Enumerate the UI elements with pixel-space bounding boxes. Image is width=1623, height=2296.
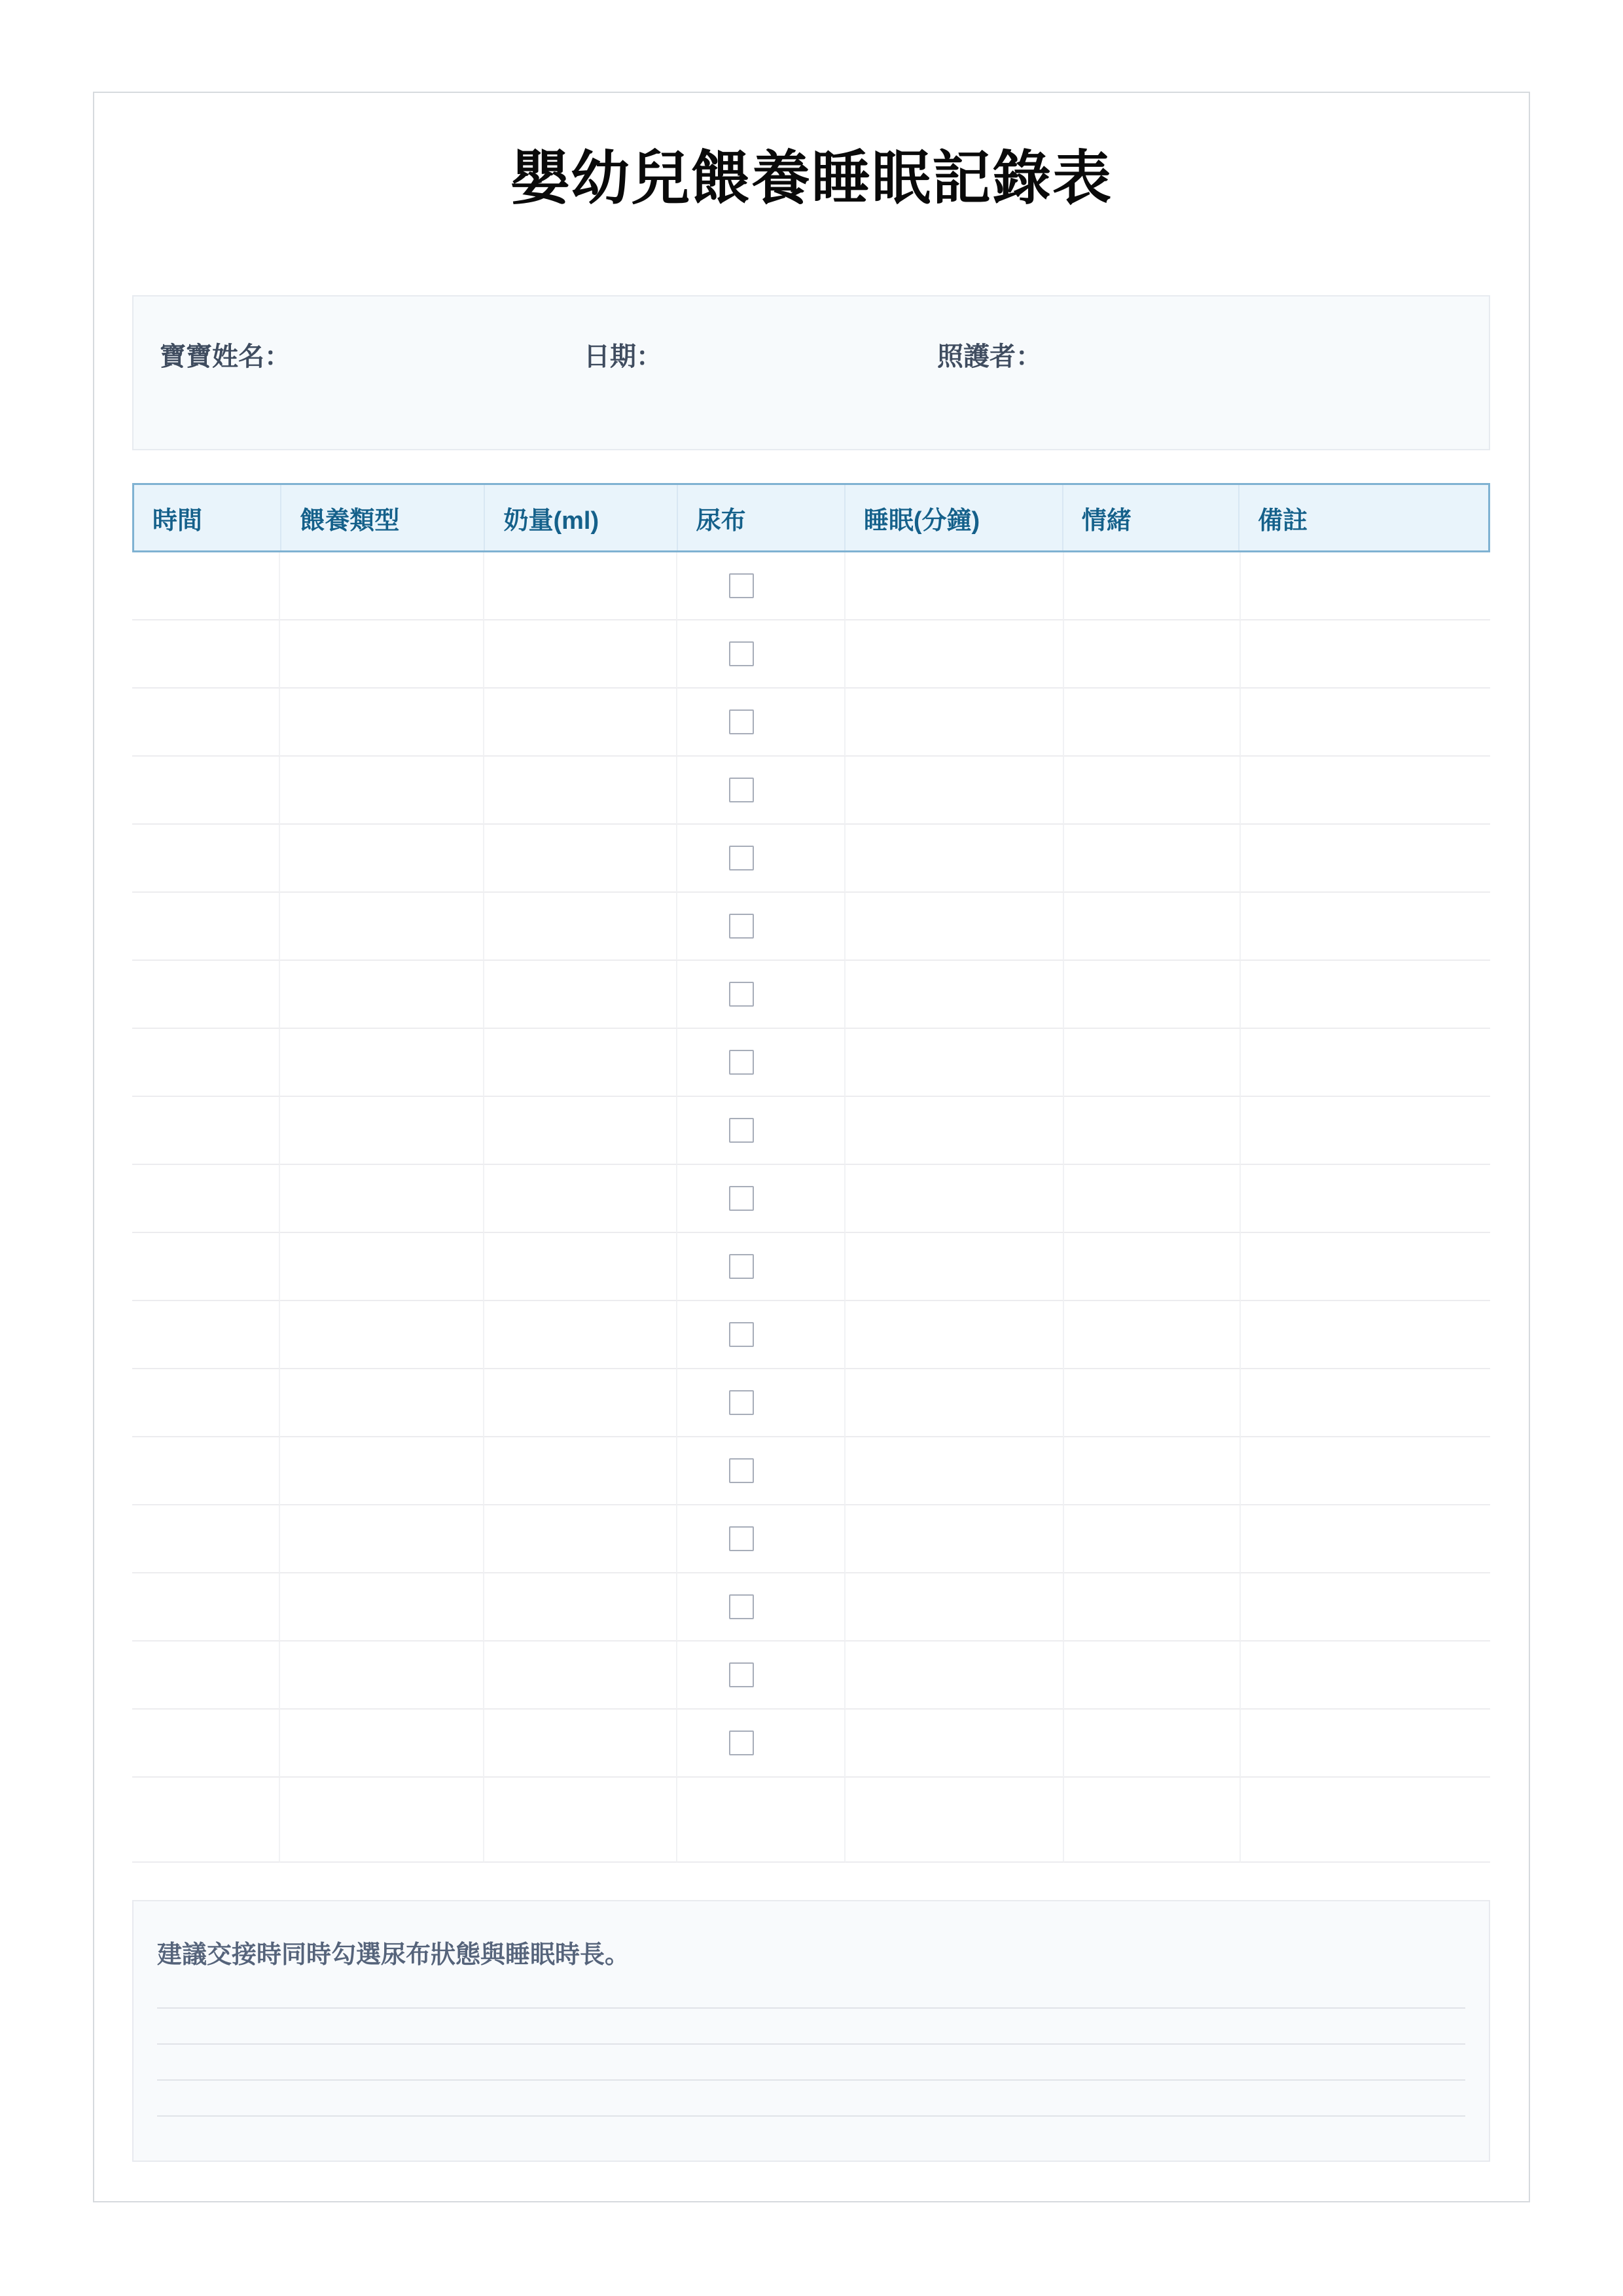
cell-feeding-type [280,961,484,1029]
cell-milk-amount [484,825,677,893]
cell-notes [1241,1778,1490,1863]
cell-time [132,1233,280,1301]
cell-notes [1241,893,1490,961]
notes-box [132,1900,1490,2162]
cell-notes [1241,689,1490,757]
cell-diaper [677,689,846,757]
cell-mood [1064,1505,1241,1573]
cell-notes [1241,1641,1490,1710]
cell-milk-amount [484,1641,677,1710]
cell-mood [1064,1437,1241,1505]
cell-milk-amount [484,1165,677,1233]
cell-mood [1064,1641,1241,1710]
cell-time [132,1641,280,1710]
cell-time [132,689,280,757]
write-in-line [157,2115,1465,2117]
cell-sleep-minutes [846,1505,1064,1573]
table-row [132,1505,1490,1573]
diaper-checkbox[interactable] [729,1526,754,1551]
cell-mood [1064,893,1241,961]
table-row [132,1778,1490,1863]
cell-sleep-minutes [846,893,1064,961]
cell-time [132,961,280,1029]
cell-feeding-type [280,1778,484,1863]
cell-diaper [677,1165,846,1233]
cell-feeding-type [280,1573,484,1641]
cell-diaper [677,1437,846,1505]
cell-milk-amount [484,1029,677,1097]
form-page-card [93,92,1530,2202]
header-feeding-type: 餵養類型 [281,485,485,550]
cell-sleep-minutes [846,1301,1064,1369]
cell-time [132,1369,280,1437]
table-row [132,1029,1490,1097]
table-header-row [132,483,1490,552]
cell-notes [1241,757,1490,825]
cell-feeding-type [280,1097,484,1165]
diaper-checkbox[interactable] [729,982,754,1007]
cell-feeding-type [280,1165,484,1233]
cell-time [132,1505,280,1573]
cell-time [132,893,280,961]
table-row [132,893,1490,961]
cell-milk-amount [484,1710,677,1778]
diaper-checkbox[interactable] [729,778,754,802]
cell-time [132,1573,280,1641]
info-bar [132,295,1490,450]
cell-diaper [677,1369,846,1437]
diaper-checkbox[interactable] [729,1662,754,1687]
cell-mood [1064,689,1241,757]
diaper-checkbox[interactable] [729,1594,754,1619]
cell-time [132,1165,280,1233]
cell-diaper [677,1573,846,1641]
cell-milk-amount [484,961,677,1029]
cell-time [132,757,280,825]
cell-diaper [677,1029,846,1097]
diaper-checkbox[interactable] [729,573,754,598]
cell-milk-amount [484,1301,677,1369]
diaper-checkbox[interactable] [729,1322,754,1347]
table-row [132,1437,1490,1505]
cell-milk-amount [484,1369,677,1437]
table-row [132,1641,1490,1710]
cell-time [132,1097,280,1165]
table-row [132,757,1490,825]
cell-sleep-minutes [846,620,1064,689]
cell-time [132,1029,280,1097]
cell-feeding-type [280,1710,484,1778]
table-row [132,1301,1490,1369]
cell-mood [1064,1710,1241,1778]
diaper-checkbox[interactable] [729,1731,754,1755]
diaper-checkbox[interactable] [729,1254,754,1279]
cell-diaper [677,1097,846,1165]
cell-feeding-type [280,825,484,893]
cell-feeding-type [280,689,484,757]
diaper-checkbox[interactable] [729,1186,754,1211]
cell-feeding-type [280,893,484,961]
header-sleep-minutes: 睡眠(分鐘) [846,485,1063,550]
write-in-line [157,2043,1465,2045]
cell-time [132,552,280,620]
header-time: 時間 [134,485,281,550]
write-in-lines [157,2007,1465,2117]
table-row [132,1165,1490,1233]
table-row [132,552,1490,620]
write-in-line [157,2007,1465,2009]
cell-diaper [677,1301,846,1369]
table-body [132,552,1490,1863]
cell-sleep-minutes [846,689,1064,757]
cell-mood [1064,620,1241,689]
cell-diaper [677,1641,846,1710]
cell-diaper [677,893,846,961]
table-row [132,689,1490,757]
cell-time [132,1778,280,1863]
cell-mood [1064,1165,1241,1233]
cell-milk-amount [484,1778,677,1863]
cell-milk-amount [484,757,677,825]
cell-diaper [677,1778,846,1863]
diaper-checkbox[interactable] [729,914,754,939]
cell-feeding-type [280,1233,484,1301]
cell-mood [1064,1778,1241,1863]
cell-mood [1064,1369,1241,1437]
cell-milk-amount [484,620,677,689]
cell-mood [1064,825,1241,893]
header-mood: 情緒 [1063,485,1240,550]
cell-sleep-minutes [846,757,1064,825]
cell-time [132,1301,280,1369]
cell-sleep-minutes [846,825,1064,893]
diaper-checkbox[interactable] [729,1390,754,1415]
cell-mood [1064,1097,1241,1165]
cell-time [132,620,280,689]
cell-diaper [677,1233,846,1301]
cell-sleep-minutes [846,1710,1064,1778]
cell-mood [1064,1233,1241,1301]
cell-sleep-minutes [846,1778,1064,1863]
cell-feeding-type [280,757,484,825]
cell-sleep-minutes [846,961,1064,1029]
cell-sleep-minutes [846,1233,1064,1301]
cell-milk-amount [484,1233,677,1301]
cell-feeding-type [280,1301,484,1369]
cell-time [132,825,280,893]
date-label: 日期： [584,342,662,371]
cell-notes [1241,1165,1490,1233]
cell-milk-amount [484,689,677,757]
cell-sleep-minutes [846,1641,1064,1710]
handover-note: 建議交接時同時勾選尿布狀態與睡眠時長。 [157,1941,630,1969]
cell-notes [1241,552,1490,620]
table-row [132,1369,1490,1437]
cell-mood [1064,1029,1241,1097]
cell-sleep-minutes [846,1029,1064,1097]
record-table [132,483,1490,1863]
cell-milk-amount [484,1573,677,1641]
table-row [132,825,1490,893]
cell-notes [1241,1573,1490,1641]
cell-mood [1064,1301,1241,1369]
cell-feeding-type [280,1029,484,1097]
cell-notes [1241,1505,1490,1573]
cell-mood [1064,1573,1241,1641]
cell-notes [1241,1029,1490,1097]
diaper-checkbox[interactable] [729,709,754,734]
cell-sleep-minutes [846,1369,1064,1437]
cell-feeding-type [280,1505,484,1573]
cell-feeding-type [280,552,484,620]
cell-mood [1064,552,1241,620]
cell-sleep-minutes [846,1165,1064,1233]
cell-notes [1241,961,1490,1029]
table-row [132,1710,1490,1778]
diaper-checkbox[interactable] [729,1458,754,1483]
header-diaper: 尿布 [678,485,846,550]
cell-time [132,1710,280,1778]
cell-sleep-minutes [846,1573,1064,1641]
cell-diaper [677,1505,846,1573]
table-row [132,620,1490,689]
diaper-checkbox[interactable] [729,1118,754,1143]
cell-feeding-type [280,620,484,689]
cell-notes [1241,1233,1490,1301]
cell-feeding-type [280,1437,484,1505]
cell-notes [1241,620,1490,689]
table-row [132,1097,1490,1165]
table-row [132,961,1490,1029]
cell-milk-amount [484,552,677,620]
cell-sleep-minutes [846,1097,1064,1165]
header-notes: 備註 [1258,507,1308,535]
cell-sleep-minutes [846,1437,1064,1505]
cell-notes [1241,1097,1490,1165]
table-row [132,1573,1490,1641]
cell-notes [1241,1369,1490,1437]
cell-feeding-type [280,1641,484,1710]
cell-notes [1241,1710,1490,1778]
cell-milk-amount [484,1437,677,1505]
caregiver-label: 照護者： [937,342,1042,371]
cell-notes [1241,1437,1490,1505]
form-title: 嬰幼兒餵養睡眠記錄表 [510,146,1113,211]
cell-diaper [677,552,846,620]
cell-diaper [677,1710,846,1778]
cell-milk-amount [484,893,677,961]
cell-mood [1064,757,1241,825]
cell-diaper [677,757,846,825]
diaper-checkbox[interactable] [729,641,754,666]
baby-name-label: 寶寶姓名： [160,342,291,371]
cell-diaper [677,620,846,689]
cell-mood [1064,961,1241,1029]
cell-feeding-type [280,1369,484,1437]
cell-notes [1241,825,1490,893]
diaper-checkbox[interactable] [729,1050,754,1075]
diaper-checkbox[interactable] [729,846,754,870]
header-milk-amount: 奶量(ml) [485,485,677,550]
cell-notes [1241,1301,1490,1369]
cell-sleep-minutes [846,552,1064,620]
cell-milk-amount [484,1097,677,1165]
write-in-line [157,2079,1465,2081]
cell-diaper [677,825,846,893]
cell-milk-amount [484,1505,677,1573]
cell-diaper [677,961,846,1029]
table-row [132,1233,1490,1301]
cell-time [132,1437,280,1505]
